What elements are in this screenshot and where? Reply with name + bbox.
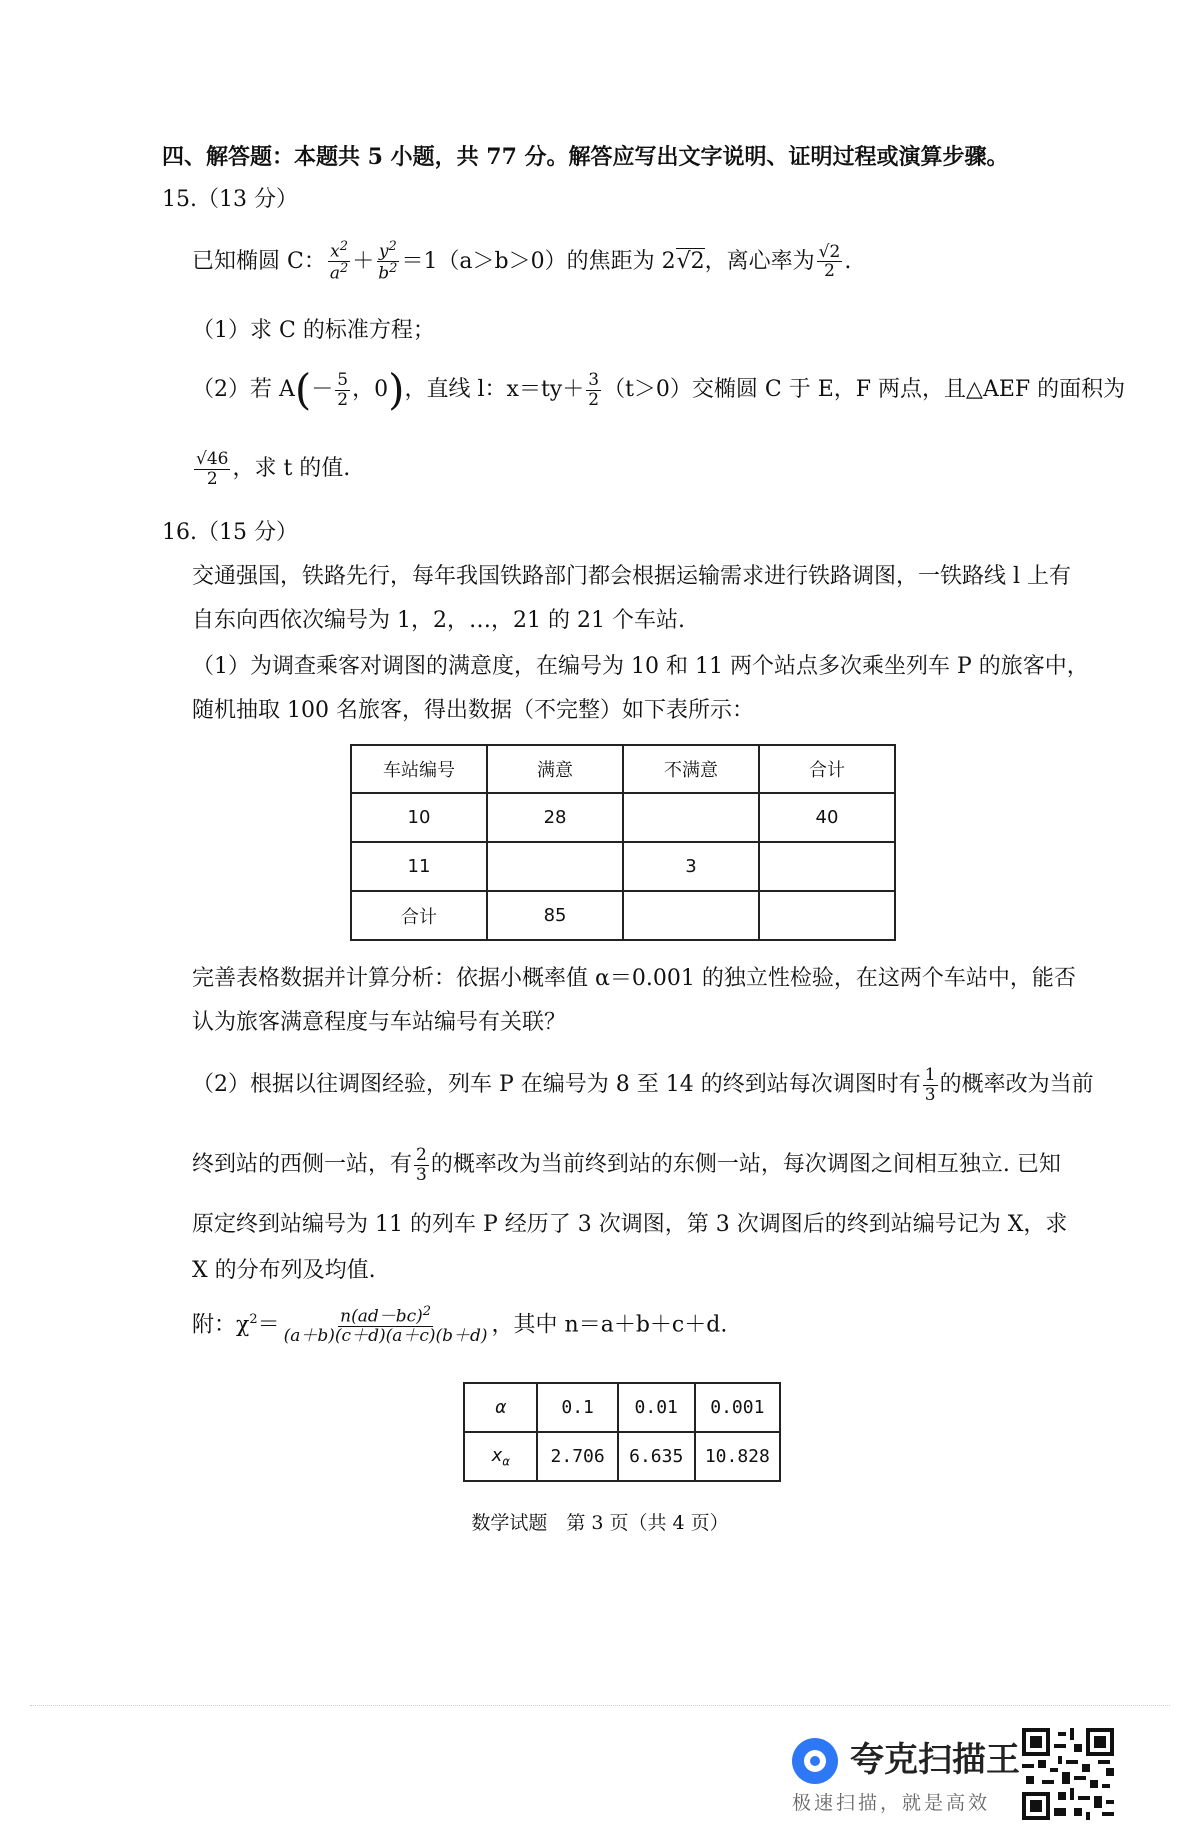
table-cell: 合计 bbox=[351, 891, 487, 940]
q16-part1-a: （1）为调查乘客对调图的满意度，在编号为 10 和 11 两个站点多次乘坐列车 P 的旅客中， bbox=[192, 654, 1089, 679]
q16-part2-b bbox=[192, 1146, 1061, 1184]
table-row bbox=[351, 842, 895, 891]
frac-sqrt2-2: $\frac{√2}{2}$ bbox=[818, 241, 841, 282]
qr-code-icon bbox=[1022, 1728, 1114, 1820]
table-cell: 10.828 bbox=[695, 1432, 780, 1481]
quark-logo-icon bbox=[792, 1738, 838, 1784]
formula-prefix: 附：χ bbox=[192, 1312, 250, 1338]
formula-fraction: $\frac{n(ad-bc)^2}{(a+b)(c+d)(a+c)(b+d)}$ bbox=[283, 1304, 488, 1347]
formula-denominator: (a＋b)(c＋d)(a＋c)(b＋d) bbox=[283, 1326, 488, 1347]
q16-p2a-text-2: 的概率改为当前 bbox=[939, 1072, 1094, 1098]
table-row bbox=[351, 891, 895, 940]
q16-p2b-text: 终到站的西侧一站，有 bbox=[192, 1152, 413, 1178]
q15-stem: 已知椭圆 C： $\frac{x^2}{a^2}$ ＋ $\frac{y^2}{b^2}$ ＝1（a＞b＞0）的焦距为 2√2，离心率为 $\frac{√2}{2}$ . bbox=[192, 239, 852, 284]
table-cell bbox=[623, 793, 759, 842]
q15-p2-b: ，直线 l：x＝ty＋ bbox=[404, 377, 585, 402]
q15-number: 15.（13 分） bbox=[162, 187, 298, 212]
table-cell: 85 bbox=[487, 891, 623, 940]
q15-stem-c: ，离心率为 bbox=[704, 248, 815, 274]
table-header: 不满意 bbox=[623, 745, 759, 793]
q16-p2b-text-2: 的概率改为当前终到站的东侧一站，每次调图之间相互独立. 已知 bbox=[430, 1152, 1061, 1178]
table-cell: $x_\alpha$ bbox=[464, 1432, 537, 1481]
table-cell bbox=[623, 891, 759, 940]
q16-part2-a bbox=[192, 1066, 1094, 1104]
formula-numerator: n(ad－bc) bbox=[340, 1306, 423, 1327]
sqrt-2: √2 bbox=[676, 248, 705, 274]
q15-part2-cont bbox=[192, 450, 350, 488]
table-cell bbox=[759, 842, 895, 891]
table-cell: 6.635 bbox=[618, 1432, 695, 1481]
table-cell: α bbox=[464, 1383, 537, 1432]
q16-intro-2: 自东向西依次编号为 1，2，…，21 的 21 个车站. bbox=[192, 608, 685, 633]
table-row bbox=[351, 793, 895, 842]
section-heading: 四、解答题：本题共 5 小题，共 77 分。解答应写出文字说明、证明过程或演算步骤。 bbox=[162, 144, 1009, 170]
table-cell: 0.001 bbox=[695, 1383, 780, 1432]
table-cell: 0.01 bbox=[618, 1383, 695, 1432]
table-cell bbox=[759, 891, 895, 940]
q16-number: 16.（15 分） bbox=[162, 520, 298, 545]
q15-p2-d: ，求 t 的值. bbox=[232, 456, 351, 482]
q16-intro-1: 交通强国，铁路先行，每年我国铁路部门都会根据运输需求进行铁路调图，一铁路线 l 上有 bbox=[192, 564, 1072, 589]
q15-p2-c: （t＞0）交椭圆 C 于 E，F 两点，且△AEF 的面积为 bbox=[603, 377, 1126, 402]
frac-2-3: $\frac{2}{3}$ bbox=[416, 1145, 427, 1185]
q16-part1-b: 随机抽取 100 名旅客，得出数据（不完整）如下表所示： bbox=[192, 698, 754, 723]
formula-eq: ＝ bbox=[257, 1312, 280, 1338]
table-header: 车站编号 bbox=[351, 745, 487, 793]
table-header: 满意 bbox=[487, 745, 623, 793]
q15-stem-d: . bbox=[844, 248, 852, 274]
page-footer: 数学试题 第 3 页（共 4 页） bbox=[471, 1512, 729, 1534]
table-row bbox=[464, 1432, 780, 1481]
x-alpha-label: x bbox=[491, 1444, 503, 1466]
table-cell: 28 bbox=[487, 793, 623, 842]
chi-square-formula: 附：$\chi^2=$ $\frac{n(ad-bc)^2}{(a+b)(c+d)(a+c)(b+d)}$ ，其中 n＝a＋b＋c＋d. bbox=[192, 1304, 728, 1347]
q16-part1-c: 完善表格数据并计算分析：依据小概率值 α＝0.001 的独立性检验，在这两个车站中，能否 bbox=[192, 966, 1076, 991]
q16-part2-c: 原定终到站编号为 11 的列车 P 经历了 3 次调图，第 3 次调图后的终到站编号记为 X，求 bbox=[192, 1212, 1068, 1237]
table-cell bbox=[487, 842, 623, 891]
table-cell: 10 bbox=[351, 793, 487, 842]
table-cell: 3 bbox=[623, 842, 759, 891]
table-cell: 11 bbox=[351, 842, 487, 891]
frac-3-2: $\frac{3}{2}$ bbox=[588, 369, 600, 410]
table-cell: 0.1 bbox=[537, 1383, 617, 1432]
frac-1-3: $\frac{1}{3}$ bbox=[924, 1065, 936, 1105]
q16-part1-d: 认为旅客满意程度与车站编号有关联？ bbox=[192, 1010, 567, 1035]
table-cell: 2.706 bbox=[537, 1432, 617, 1481]
table-header-row bbox=[351, 745, 895, 793]
q16-part2-d: X 的分布列及均值. bbox=[192, 1258, 376, 1283]
critical-value-table bbox=[463, 1382, 781, 1482]
formula-suffix: ，其中 n＝a＋b＋c＋d. bbox=[491, 1312, 728, 1338]
frac-y2-b2: $\frac{y^2}{b^2}$ bbox=[378, 239, 398, 284]
q15-part2: （2）若 A(－ $\frac{5}{2}$ ，0)，直线 l：x＝ty＋ $\frac{3}{2}$ （t＞0）交椭圆 C 于 E，F 两点，且△AEF 的面积为 bbox=[192, 365, 1126, 414]
q15-stem-a: 已知椭圆 C： bbox=[192, 248, 326, 274]
q16-p2a-text: （2）根据以往调图经验，列车 P 在编号为 8 至 14 的终到站每次调图时有 bbox=[192, 1072, 921, 1098]
frac-x2-a2: $\frac{x^2}{a^2}$ bbox=[329, 239, 349, 284]
watermark-brand: 夸克扫描王 bbox=[850, 1740, 1020, 1780]
q15-p2-a: （2）若 A bbox=[192, 377, 295, 402]
station-table bbox=[350, 744, 896, 941]
table-header: 合计 bbox=[759, 745, 895, 793]
q15-part1: （1）求 C 的标准方程； bbox=[192, 318, 435, 343]
scan-divider bbox=[30, 1705, 1170, 1706]
watermark-slogan: 极速扫描，就是高效 bbox=[792, 1792, 991, 1814]
table-row bbox=[464, 1383, 780, 1432]
table-cell: 40 bbox=[759, 793, 895, 842]
frac-sqrt46-2: $\frac{√46}{2}$ bbox=[196, 449, 229, 489]
frac-5-2: $\frac{5}{2}$ bbox=[337, 369, 349, 410]
q15-stem-b: ＝1（a＞b＞0）的焦距为 2 bbox=[401, 248, 676, 274]
